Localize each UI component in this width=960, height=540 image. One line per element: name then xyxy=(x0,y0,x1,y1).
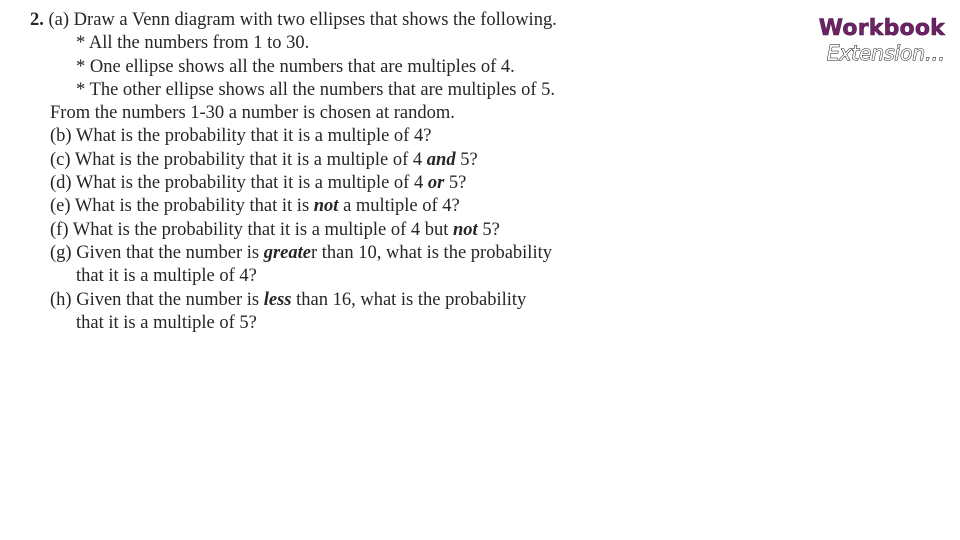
part-d-label: (d) xyxy=(50,173,72,194)
part-c-emphasis: and xyxy=(426,149,456,170)
bullet-3: * The other ellipse shows all the numbers that are multiples of 5. xyxy=(76,79,556,100)
part-c-pre: What is the probability that it is a multiple of 4 xyxy=(74,149,427,170)
part-e-label: (e) xyxy=(50,196,71,217)
workbook-title: Workbook xyxy=(818,16,945,41)
part-g-pre: Given that the number is xyxy=(76,242,264,263)
part-c-post: 5? xyxy=(455,149,478,170)
part-g-continuation: that it is a multiple of 4? xyxy=(76,266,257,287)
part-f-pre: What is the probability that it is a multiple of 4 but xyxy=(72,219,453,240)
bullet-2: * One ellipse shows all the numbers that are multiples of 4. xyxy=(76,56,515,77)
part-e-pre: What is the probability that it is xyxy=(74,196,314,217)
part-g-post: r than 10, what is the probability xyxy=(311,242,552,263)
part-d-pre: What is the probability that it is a multiple of 4 xyxy=(75,173,428,194)
part-c-line xyxy=(30,149,670,172)
part-f-post: 5? xyxy=(477,219,500,240)
part-c-label: (c) xyxy=(50,149,71,170)
part-h-pre: Given that the number is xyxy=(76,289,264,310)
part-e-emphasis: not xyxy=(313,196,339,217)
bullet-1: * All the numbers from 1 to 30. xyxy=(76,33,310,54)
part-b-line xyxy=(30,125,670,148)
part-h-continuation: that it is a multiple of 5? xyxy=(76,312,257,333)
workbook-tag xyxy=(819,16,945,64)
part-d-line xyxy=(30,172,670,195)
part-h-label: (h) xyxy=(50,289,72,310)
part-e-post: a multiple of 4? xyxy=(338,196,460,217)
part-d-emphasis: or xyxy=(427,173,445,194)
part-b-label: (b) xyxy=(50,126,72,147)
part-a-text: Draw a Venn diagram with two ellipses that shows the following. xyxy=(73,10,557,30)
part-a-line xyxy=(30,9,670,32)
part-a-label: (a) xyxy=(48,10,70,30)
part-f-line xyxy=(30,219,670,242)
intro-line: From the numbers 1-30 a number is chosen at random. xyxy=(50,103,455,124)
question-number: 2. xyxy=(30,10,44,30)
part-e-line xyxy=(30,195,670,218)
part-g-line xyxy=(30,242,670,265)
workbook-subtitle: Extension… xyxy=(826,41,945,65)
part-d-post: 5? xyxy=(444,173,467,194)
part-h-emphasis: less xyxy=(263,289,292,310)
part-h-line xyxy=(30,289,670,312)
part-g-emphasis: greate xyxy=(263,242,311,263)
question-block xyxy=(30,9,670,335)
part-f-label: (f) xyxy=(50,219,69,240)
part-b-text: What is the probability that it is a multiple of 4? xyxy=(75,126,432,147)
part-g-label: (g) xyxy=(50,242,72,263)
part-f-emphasis: not xyxy=(453,219,478,240)
part-h-post: than 16, what is the probability xyxy=(291,289,527,310)
